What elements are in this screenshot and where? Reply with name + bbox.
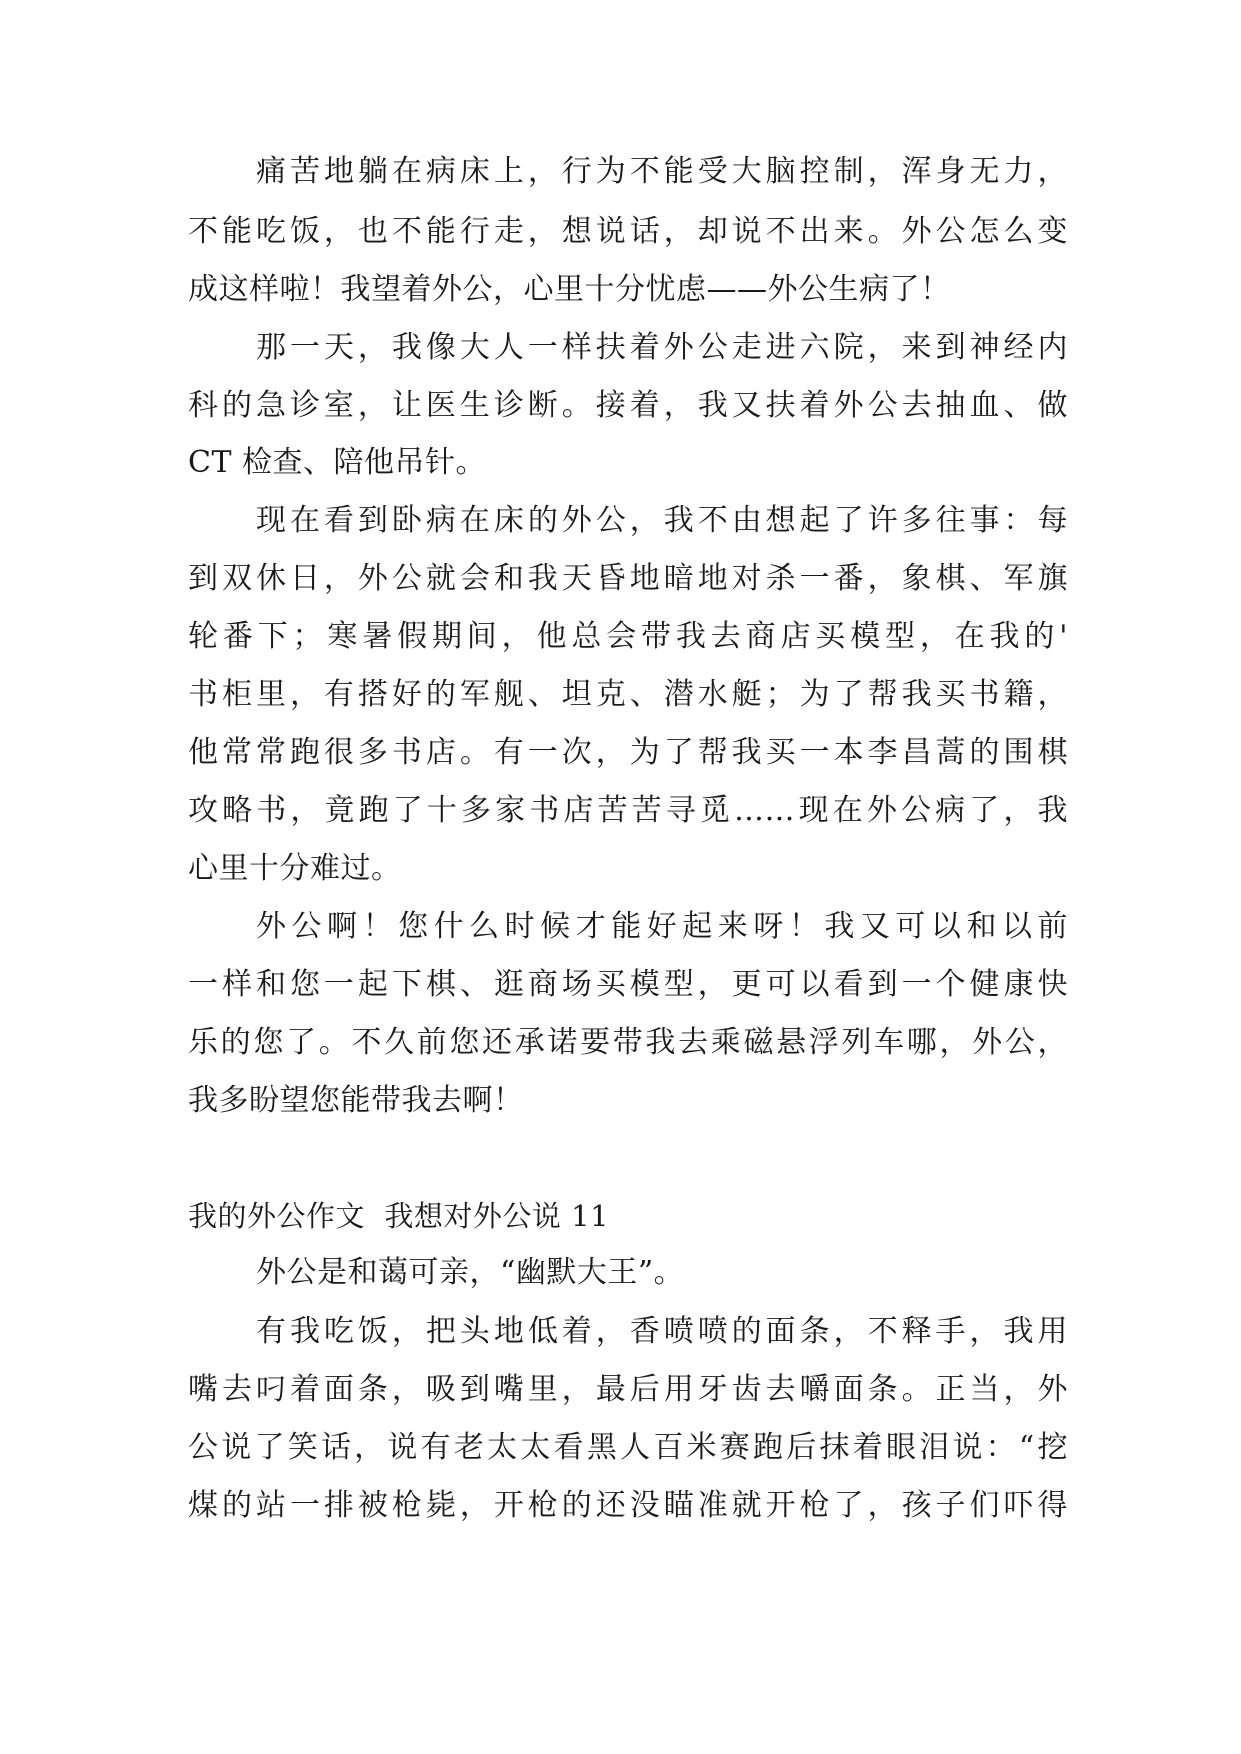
paragraph-line: 他常常跑很多书店。有一次，为了帮我买一本李昌蒿的围棋 <box>188 735 1068 770</box>
paragraph-line: 一样和您一起下棋、逛商场买模型，更可以看到一个健康快 <box>188 967 1068 1002</box>
paragraph-line: 外公是和蔼可亲，“幽默大王”。 <box>256 1255 685 1290</box>
paragraph-line: CT 检查、陪他吊针。 <box>188 445 486 480</box>
section-heading: 我的外公作文 我想对外公说 11 <box>188 1199 610 1233</box>
paragraph-line: 那一天，我像大人一样扶着外公走进六院，来到神经内 <box>256 330 1068 365</box>
paragraph-line: 轮番下；寒暑假期间，他总会带我去商店买模型，在我的' <box>188 619 1068 654</box>
paragraph-line: 攻略书，竟跑了十多家书店苦苦寻觅……现在外公病了，我 <box>188 793 1068 828</box>
paragraph-line: 现在看到卧病在床的外公，我不由想起了许多往事：每 <box>256 503 1068 538</box>
paragraph-line: 有我吃饭，把头地低着，香喷喷的面条，不释手，我用 <box>256 1314 1068 1349</box>
paragraph-line: 乐的您了。不久前您还承诺要带我去乘磁悬浮列车哪，外公， <box>188 1025 1068 1060</box>
paragraph-line: 我多盼望您能带我去啊！ <box>188 1083 524 1118</box>
paragraph-line: 公说了笑话，说有老太太看黑人百米赛跑后抹着眼泪说：“挖 <box>188 1430 1068 1465</box>
paragraph-line: 心里十分难过。 <box>188 851 402 886</box>
paragraph-line: 书柜里，有搭好的军舰、坦克、潜水艇；为了帮我买书籍， <box>188 677 1068 712</box>
paragraph-line: 煤的站一排被枪毙，开枪的还没瞄准就开枪了，孩子们吓得 <box>188 1488 1068 1523</box>
paragraph-line: 成这样啦！我望着外公，心里十分忧虑——外公生病了！ <box>188 272 951 307</box>
paragraph-line: 不能吃饭，也不能行走，想说话，却说不出来。外公怎么变 <box>188 214 1068 249</box>
paragraph-line: 外公啊！您什么时候才能好起来呀！我又可以和以前 <box>256 909 1068 944</box>
paragraph-line: 到双休日，外公就会和我天昏地暗地对杀一番，象棋、军旗 <box>188 561 1068 596</box>
paragraph-line: 痛苦地躺在病床上，行为不能受大脑控制，浑身无力， <box>256 154 1068 189</box>
paragraph-line: 嘴去叼着面条，吸到嘴里，最后用牙齿去嚼面条。正当，外 <box>188 1372 1068 1407</box>
paragraph-line: 科的急诊室，让医生诊断。接着，我又扶着外公去抽血、做 <box>188 388 1068 423</box>
